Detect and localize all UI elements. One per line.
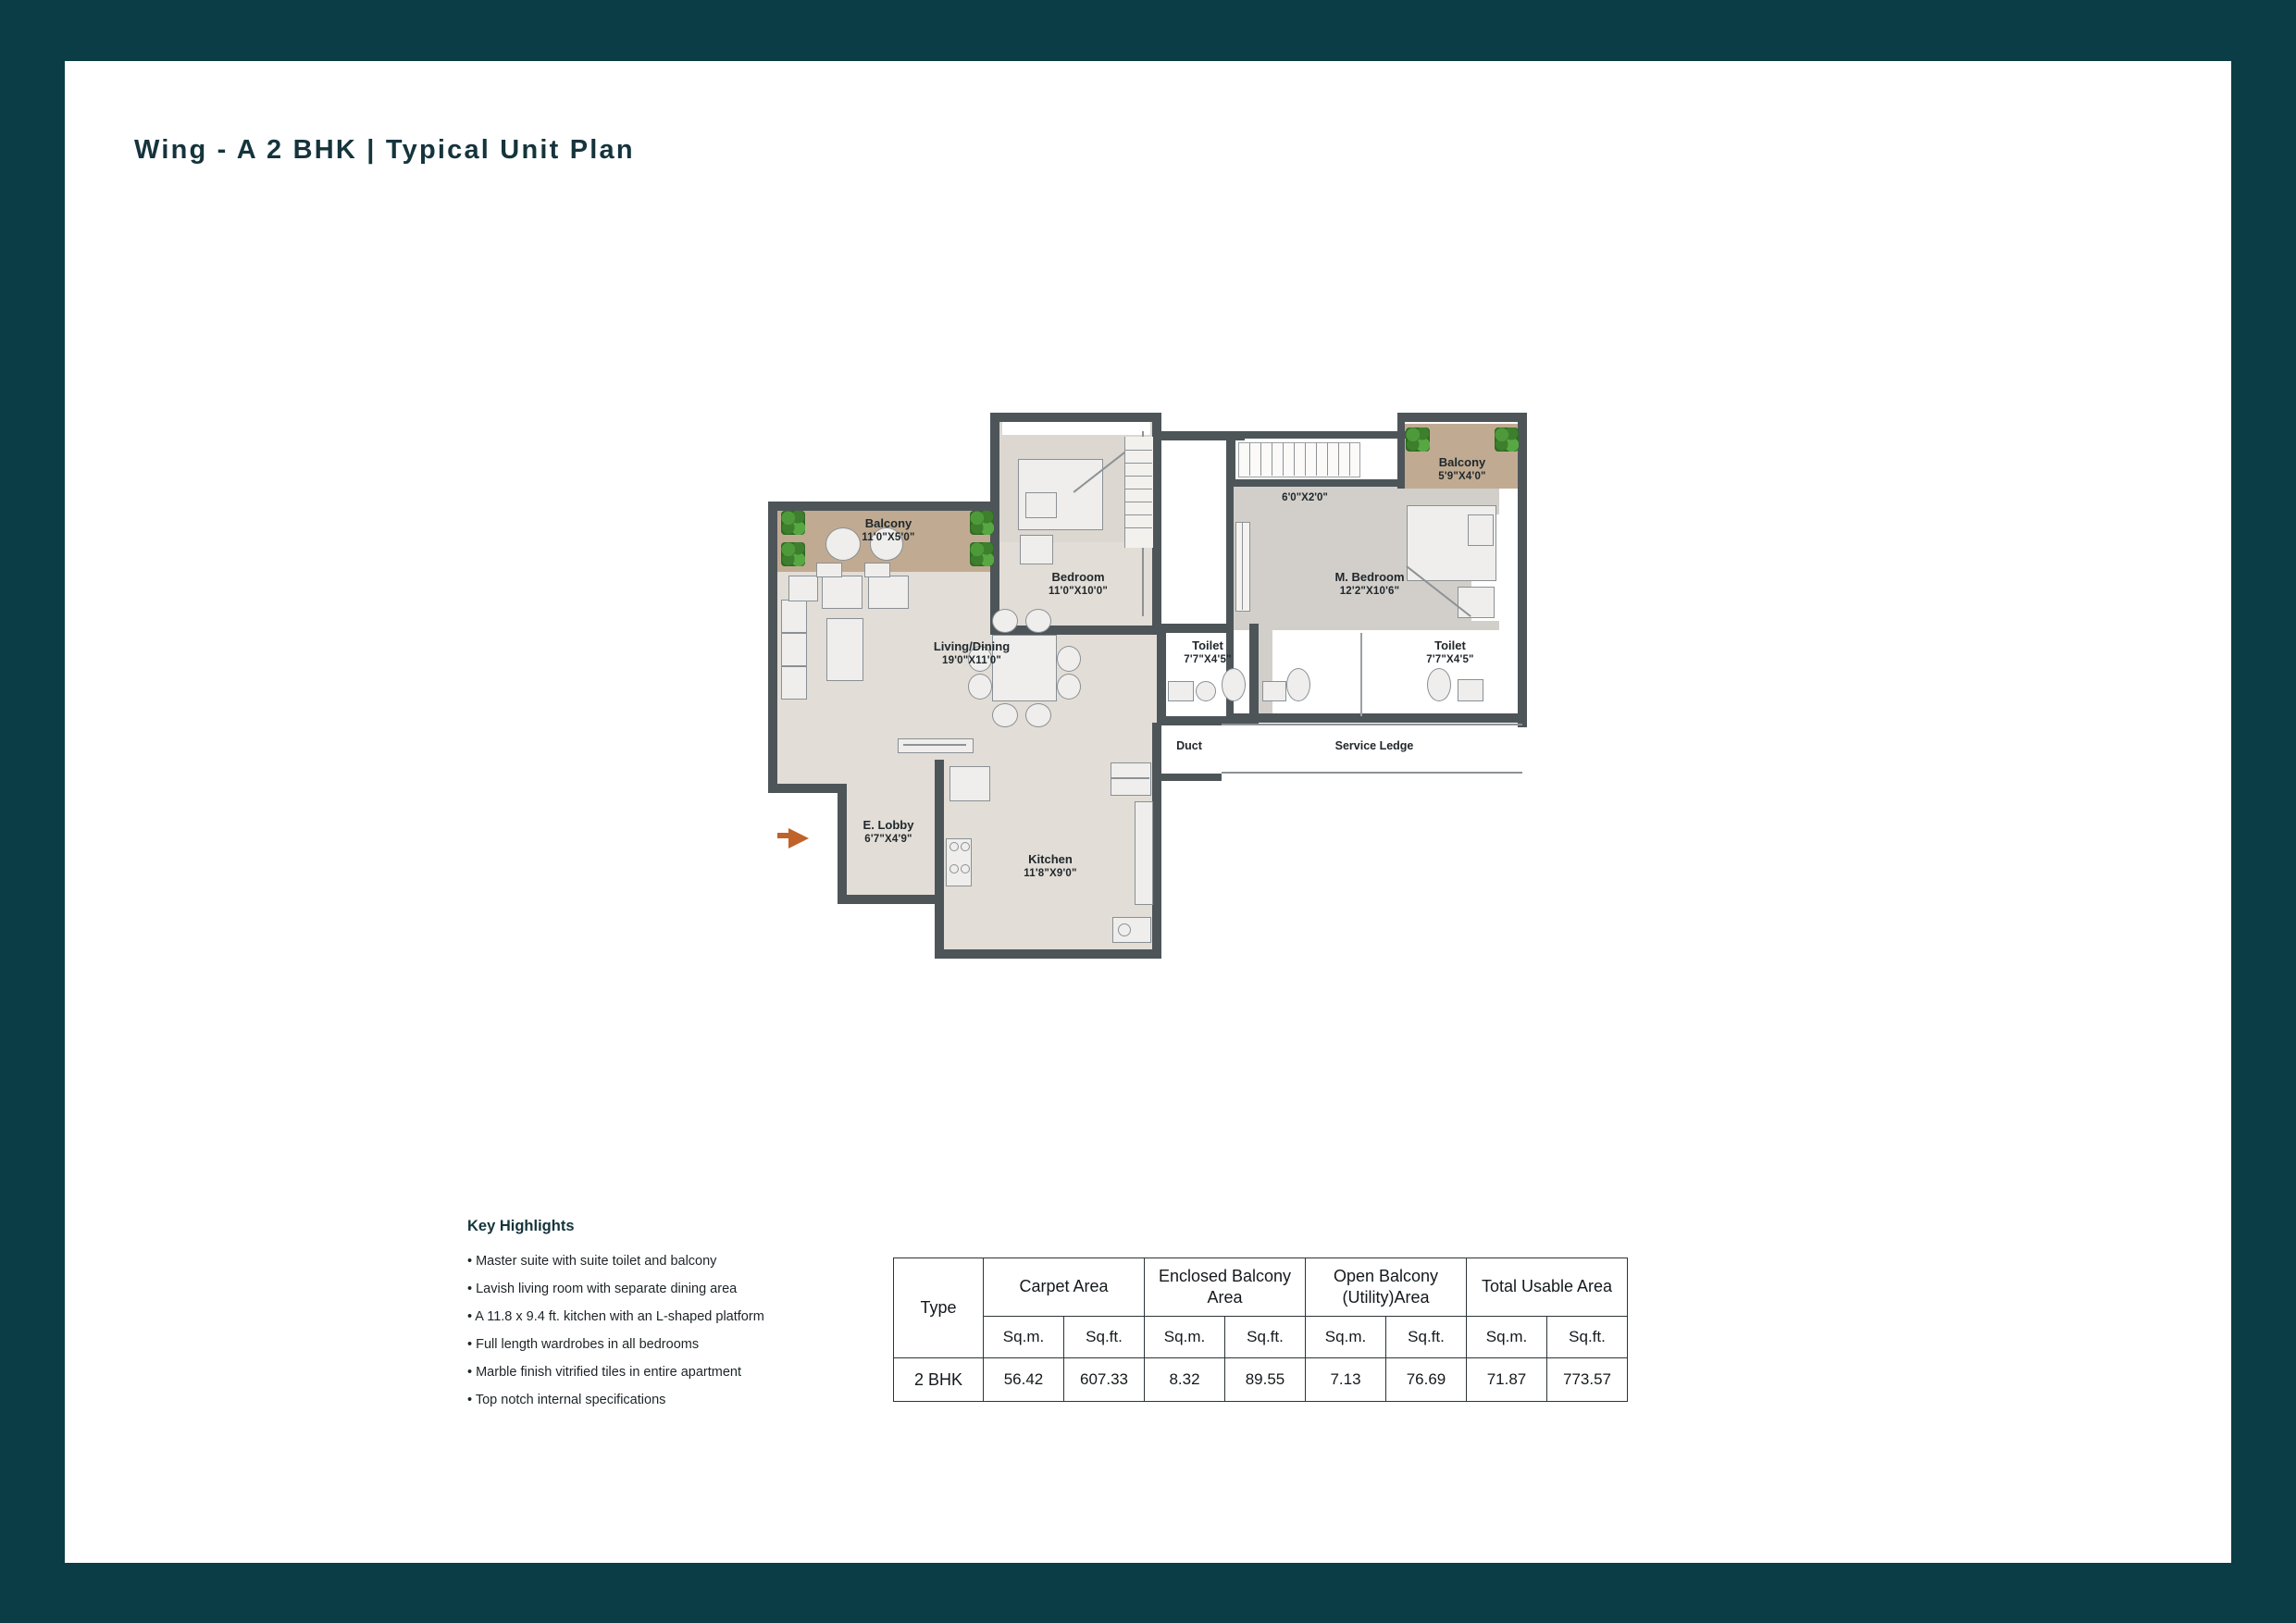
washbasin-icon — [1262, 681, 1286, 701]
hob-burner — [961, 864, 970, 873]
wall-bedroom-top — [990, 413, 1161, 422]
table-header-type: Type — [894, 1258, 984, 1358]
row-value: 89.55 — [1225, 1358, 1306, 1402]
utility-grid — [1238, 442, 1360, 477]
bed-pillow — [1025, 492, 1057, 518]
dining-chair — [1025, 703, 1051, 727]
room-label-toilet-2 — [1399, 638, 1501, 667]
wall-kitchen-left — [935, 760, 944, 959]
wall-bedroom-right — [1152, 413, 1161, 635]
bedroom-top-strip — [1002, 420, 1150, 435]
armchair-1 — [788, 576, 818, 601]
room-name: E. Lobby — [863, 818, 914, 832]
area-table — [893, 1258, 1628, 1402]
shower-drain-icon — [1196, 681, 1216, 701]
wall-balcony-top — [768, 502, 999, 511]
room-name: Bedroom — [1051, 570, 1105, 584]
utility-dim-label: 6'0"X2'0" — [1282, 492, 1328, 503]
room-dim: 12'2"X10'6" — [1339, 586, 1400, 598]
room-label-master-balcony — [1407, 455, 1518, 484]
strip-line — [1124, 463, 1152, 464]
coffee-table — [826, 618, 863, 681]
service-ledge-label: Service Ledge — [1334, 739, 1414, 752]
balcony-bench — [864, 563, 890, 577]
row-value: 773.57 — [1547, 1358, 1628, 1402]
hob-burner — [949, 864, 959, 873]
wc-icon — [1286, 668, 1310, 701]
dining-chair — [992, 609, 1018, 633]
table-header-enclosed-balcony-area: Enclosed Balcony Area — [1145, 1258, 1306, 1317]
room-dim: 11'8"X9'0" — [1024, 868, 1077, 880]
room-label-bedroom — [999, 570, 1157, 599]
strip-line — [1124, 476, 1152, 477]
row-type: 2 BHK — [894, 1358, 984, 1402]
utility-grid-line — [1260, 442, 1261, 476]
side-table — [1020, 535, 1053, 564]
table-header-row-units — [894, 1317, 1628, 1358]
table-header-row-groups — [894, 1258, 1628, 1317]
room-name: Kitchen — [1028, 852, 1073, 866]
room-dim: 11'0"X5'0" — [862, 532, 915, 544]
plant-icon — [1406, 427, 1430, 452]
room-name: Toilet — [1434, 638, 1466, 652]
sink-bowl — [1118, 923, 1131, 936]
master-side-table — [1458, 587, 1495, 618]
list-item: • Master suite with suite toilet and balcony — [467, 1254, 717, 1269]
utility-grid-line — [1349, 442, 1350, 476]
list-item: • Top notch internal specifications — [467, 1393, 666, 1407]
plant-icon — [970, 511, 994, 535]
plant-icon — [1495, 427, 1519, 452]
utility-grid-line — [1283, 442, 1284, 476]
entry-arrow-icon — [788, 828, 809, 849]
page-title: Wing - A 2 BHK | Typical Unit Plan — [134, 135, 635, 165]
list-item: • Full length wardrobes in all bedrooms — [467, 1337, 700, 1352]
duct-label: Duct — [1176, 739, 1202, 752]
table-header-unit: Sq.m. — [984, 1317, 1064, 1358]
utility-grid-line — [1249, 442, 1250, 476]
room-label-living-balcony — [824, 516, 953, 545]
wall-master-bottom — [1226, 713, 1527, 723]
table-header-unit: Sq.ft. — [1064, 1317, 1145, 1358]
wall-living-left — [768, 502, 777, 793]
fridge-icon — [1111, 762, 1151, 796]
room-dim: 7'7"X4'5" — [1184, 654, 1232, 666]
table-header-unit: Sq.ft. — [1547, 1317, 1628, 1358]
plant-icon — [781, 542, 805, 566]
service-ledge-outline-top — [1222, 724, 1522, 725]
room-dim: 6'7"X4'9" — [864, 834, 912, 846]
room-dim: 19'0"X11'0" — [942, 655, 1001, 667]
utility-grid-line — [1305, 442, 1306, 476]
table-header-unit: Sq.m. — [1145, 1317, 1225, 1358]
utility-grid-line — [1338, 442, 1339, 476]
room-label-kitchen — [976, 852, 1124, 881]
list-item: • Marble finish vitrified tiles in entire apartment — [467, 1365, 742, 1380]
wall-master-balcony-left — [1397, 416, 1405, 489]
strip-line — [1124, 514, 1152, 515]
row-value: 7.13 — [1306, 1358, 1386, 1402]
wall-living-bottom — [768, 784, 847, 793]
table-header-unit: Sq.ft. — [1386, 1317, 1467, 1358]
washbasin-icon — [1458, 679, 1483, 701]
table-header-unit: Sq.m. — [1306, 1317, 1386, 1358]
room-name: Balcony — [1438, 455, 1486, 469]
table-header-unit: Sq.ft. — [1225, 1317, 1306, 1358]
hob-burner — [961, 842, 970, 851]
master-wardrobe — [1235, 522, 1250, 612]
wall-utility-top — [1235, 431, 1407, 439]
tv-console-line — [903, 744, 966, 746]
bedroom-right-strip — [1124, 437, 1153, 548]
table-header-open-balcony-area: Open Balcony (Utility)Area — [1306, 1258, 1467, 1317]
master-bed-pillow — [1468, 514, 1494, 546]
table-header-total-usable-area: Total Usable Area — [1467, 1258, 1628, 1317]
sofa-left-1 — [781, 600, 807, 633]
row-value: 8.32 — [1145, 1358, 1225, 1402]
room-label-toilet-1 — [1161, 638, 1254, 667]
sofa-left-2 — [781, 633, 807, 666]
row-value: 607.33 — [1064, 1358, 1145, 1402]
strip-line — [1124, 450, 1152, 451]
kitchen-counter-top — [949, 766, 990, 801]
room-name: M. Bedroom — [1334, 570, 1405, 584]
service-ledge-outline-bottom — [1222, 772, 1522, 774]
row-value: 56.42 — [984, 1358, 1064, 1402]
utility-grid-line — [1327, 442, 1328, 476]
kitchen-platform-right — [1135, 801, 1153, 905]
room-dim: 5'9"X4'0" — [1438, 471, 1486, 483]
row-value: 76.69 — [1386, 1358, 1467, 1402]
plant-icon — [781, 511, 805, 535]
key-highlights-title: Key Highlights — [467, 1218, 575, 1234]
wall-master-top — [1397, 413, 1527, 422]
toilet-divider — [1360, 633, 1362, 716]
wall-duct-bottom — [1152, 774, 1222, 781]
row-value: 71.87 — [1467, 1358, 1547, 1402]
sofa-top-2 — [868, 576, 909, 609]
room-name: Balcony — [864, 516, 912, 530]
balcony-bench — [816, 563, 842, 577]
room-dim: 11'0"X10'0" — [1049, 586, 1108, 598]
wall-master-left — [1226, 431, 1235, 487]
room-label-living-dining — [888, 639, 1055, 668]
plant-icon — [970, 542, 994, 566]
wall-utility-bottom — [1226, 479, 1402, 487]
fridge-line — [1111, 777, 1149, 779]
dining-chair — [1057, 674, 1081, 700]
wc-icon — [1222, 668, 1246, 701]
room-label-lobby — [819, 818, 958, 847]
tv-console — [898, 738, 974, 753]
room-label-master-bedroom — [1286, 570, 1453, 599]
wardrobe-center-line — [1242, 522, 1243, 610]
dining-chair — [968, 674, 992, 700]
strip-line — [1124, 527, 1152, 528]
utility-grid-line — [1316, 442, 1317, 476]
wc-icon — [1427, 668, 1451, 701]
dining-chair — [992, 703, 1018, 727]
washbasin-icon — [1168, 681, 1194, 701]
room-name: Living/Dining — [933, 639, 1011, 653]
key-highlights-list — [467, 1247, 764, 1414]
floor-plan — [768, 403, 1601, 1171]
sofa-top-1 — [822, 576, 863, 609]
dining-chair — [1025, 609, 1051, 633]
dining-chair — [1057, 646, 1081, 672]
list-item: • A 11.8 x 9.4 ft. kitchen with an L-shaped platform — [467, 1309, 764, 1324]
sofa-left-3 — [781, 666, 807, 700]
wall-balcony-bottom — [768, 566, 777, 576]
utility-grid-line — [1294, 442, 1295, 476]
wall-kitchen-bottom — [935, 949, 1161, 959]
sheet-page — [65, 61, 2231, 1563]
room-dim: 7'7"X4'5" — [1426, 654, 1474, 666]
table-header-carpet-area: Carpet Area — [984, 1258, 1145, 1317]
list-item: • Lavish living room with separate dining area — [467, 1282, 738, 1296]
table-row — [894, 1358, 1628, 1402]
wall-lobby-bottom — [838, 895, 944, 904]
wall-kitchen-right — [1152, 774, 1161, 959]
room-name: Toilet — [1192, 638, 1223, 652]
wall-toilet-top — [1157, 624, 1231, 633]
wall-master-right — [1518, 413, 1527, 727]
table-header-unit: Sq.m. — [1467, 1317, 1547, 1358]
